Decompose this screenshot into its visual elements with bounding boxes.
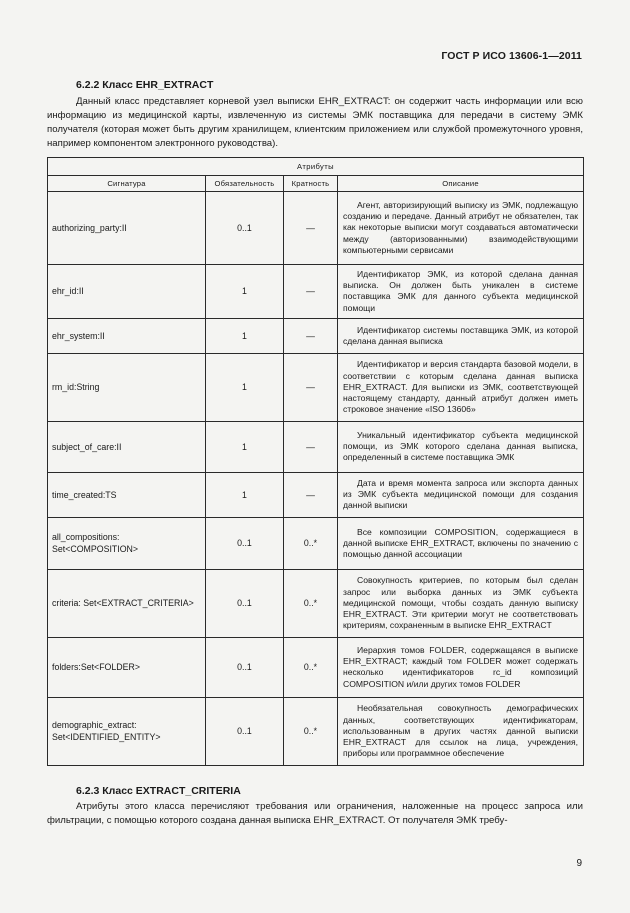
section-622-paragraph (47, 95, 583, 151)
cell-description (338, 421, 584, 472)
column-header-multiplicity: Кратность (284, 176, 338, 192)
table-row (48, 637, 584, 697)
section-623-title: 6.2.3 Класс EXTRACT_CRITERIA (76, 785, 241, 797)
cell-multiplicity: 0..* (284, 569, 338, 637)
table-row (48, 472, 584, 517)
cell-description-text: Идентификатор и версия стандарта базовой модели, в соответствии с которым сделана данная выписка EHR_EXTRACT. Для выписки из ЭМК, соответствующей настоящему стандарту, данный атрибут должен иметь строковое значение «ISO 13606» (343, 359, 579, 415)
cell-mandatory: 1 (206, 421, 284, 472)
table-row (48, 697, 584, 765)
table-row (48, 421, 584, 472)
cell-mandatory: 1 (206, 318, 284, 353)
cell-multiplicity: 0..* (284, 517, 338, 569)
column-header-mandatory: Обязательность (206, 176, 284, 192)
cell-mandatory: 0..1 (206, 517, 284, 569)
column-header-signature: Сигнатура (48, 176, 206, 192)
cell-description-text: Идентификатор системы поставщика ЭМК, из которой сделана данная выписка (343, 324, 579, 346)
table-row (48, 265, 584, 319)
cell-signature: ehr_id:II (48, 265, 206, 319)
cell-description (338, 569, 584, 637)
cell-description (338, 265, 584, 319)
cell-description (338, 318, 584, 353)
cell-description-text: Агент, авторизирующий выписку из ЭМК, подлежащую созданию и передаче. Данный атрибут не обязателен, так как некоторые выписки могут создаваться автоматически между (авторизованными) взаимодействующими компьютерными сервисами (343, 199, 579, 255)
cell-multiplicity: — (284, 472, 338, 517)
attributes-table (47, 157, 584, 766)
table-row (48, 318, 584, 353)
cell-mandatory: 0..1 (206, 697, 284, 765)
section-622-title: 6.2.2 Класс EHR_EXTRACT (76, 79, 214, 91)
standard-id: ГОСТ Р ИСО 13606-1—2011 (441, 50, 582, 62)
cell-description-text: Совокупность критериев, по которым был сделан запрос или выборка данных из ЭМК субъекта медицинской помощи, чтобы создать данную выписку EHR_EXTRACT. Эти критерии могут не соответствовать критериям, сохраненным в выписке EHR_EXTRACT (343, 575, 579, 631)
cell-description-text: Идентификатор ЭМК, из которой сделана данная выписка. Он должен быть уникален в системе поставщика ЭМК для данного субъекта медицинской помощи (343, 269, 579, 313)
section-623-text: Атрибуты этого класса перечисляют требования или ограничения, наложенные на процесс запроса или фильтрации, с помощью которого создана данная выписка EHR_EXTRACT. От получателя ЭМК требу- (47, 801, 583, 826)
cell-multiplicity: 0..* (284, 697, 338, 765)
cell-signature: demographic_extract: Set<IDENTIFIED_ENTITY> (48, 697, 206, 765)
cell-mandatory: 1 (206, 472, 284, 517)
cell-multiplicity: — (284, 265, 338, 319)
cell-multiplicity: — (284, 353, 338, 421)
cell-signature: authorizing_party:II (48, 192, 206, 265)
table-row (48, 192, 584, 265)
table-row (48, 353, 584, 421)
section-623-paragraph (47, 800, 583, 828)
cell-description-text: Уникальный идентификатор субъекта медицинской помощи, из ЭМК которого сделана данная выписка, определенный в системе поставщика ЭМК (343, 430, 579, 463)
cell-multiplicity: 0..* (284, 637, 338, 697)
cell-description (338, 637, 584, 697)
cell-signature: criteria: Set<EXTRACT_CRITERIA> (48, 569, 206, 637)
cell-signature: rm_id:String (48, 353, 206, 421)
cell-signature: subject_of_care:II (48, 421, 206, 472)
cell-description-text: Все композиции COMPOSITION, содержащиеся в данной выписке EHR_EXTRACT, включены по значению с помощью данной ассоциации (343, 526, 579, 559)
cell-signature: all_compositions: Set<COMPOSITION> (48, 517, 206, 569)
cell-mandatory: 0..1 (206, 637, 284, 697)
section-622-text: Данный класс представляет корневой узел выписки EHR_EXTRACT: он содержит часть информации или всю информацию из медицинской карты, извлеченную из системы ЭМК поставщика для передачи в систему ЭМК получателя (которая может быть другим хранилищем, клиентским приложением или службой промежуточного уровня, например компонентом электронного руководства). (47, 96, 583, 149)
page-number: 9 (576, 858, 582, 869)
cell-multiplicity: — (284, 421, 338, 472)
table-group-header: Атрибуты (48, 158, 584, 176)
cell-description (338, 697, 584, 765)
cell-multiplicity: — (284, 192, 338, 265)
cell-description (338, 517, 584, 569)
cell-mandatory: 0..1 (206, 569, 284, 637)
cell-mandatory: 1 (206, 265, 284, 319)
cell-description (338, 192, 584, 265)
cell-description-text: Иерархия томов FOLDER, содержащаяся в выписке EHR_EXTRACT; каждый том FOLDER может содержать несколько идентификаторов rc_id композиций COMPOSITION и/или других томов FOLDER (343, 644, 579, 689)
cell-description (338, 472, 584, 517)
cell-multiplicity: — (284, 318, 338, 353)
cell-description-text: Дата и время момента запроса или экспорта данных из ЭМК субъекта медицинской помощи для создания данной выписки (343, 478, 579, 511)
cell-mandatory: 0..1 (206, 192, 284, 265)
cell-signature: ehr_system:II (48, 318, 206, 353)
column-header-description: Описание (338, 176, 584, 192)
table-row (48, 517, 584, 569)
table-row (48, 569, 584, 637)
cell-mandatory: 1 (206, 353, 284, 421)
cell-description-text: Необязательная совокупность демографических данных, соответствующих идентификаторам, использованным в других частях данной выписки EHR_EXTRACT для ссылок на лица, учреждения, приборы или программное обеспечение (343, 703, 579, 759)
cell-signature: time_created:TS (48, 472, 206, 517)
cell-description (338, 353, 584, 421)
cell-signature: folders:Set<FOLDER> (48, 637, 206, 697)
